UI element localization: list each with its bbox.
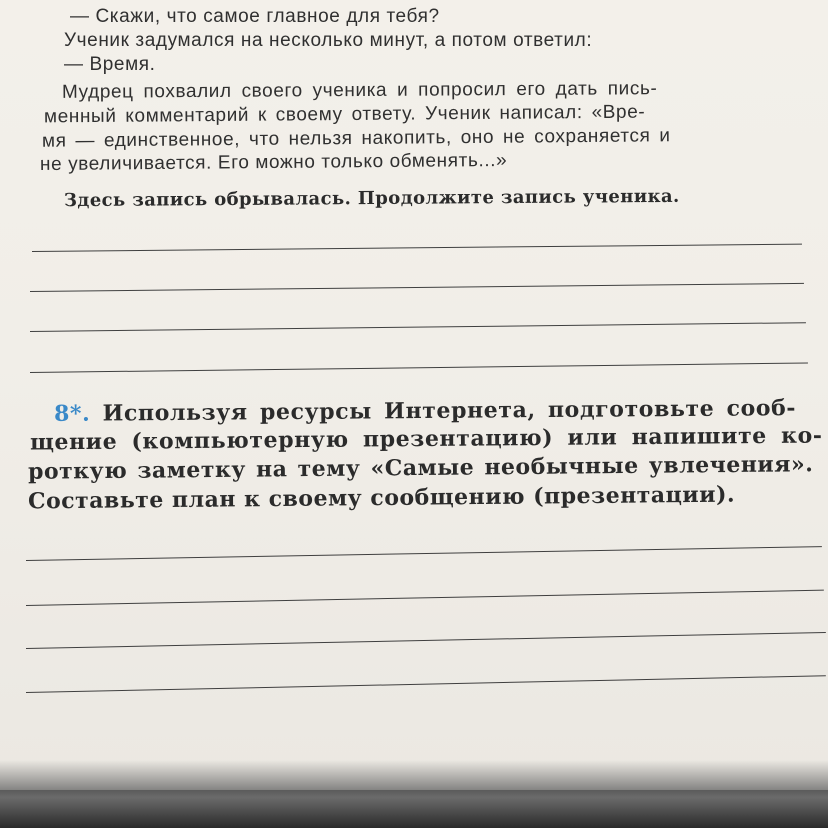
- dialog-line: — Скажи, что самое главное для тебя?: [70, 6, 440, 27]
- task-8-line: роткую заметку на тему «Самые необычные увлечения».: [27, 451, 814, 485]
- answer-line[interactable]: [30, 322, 806, 332]
- answer-line[interactable]: [26, 590, 824, 607]
- paragraph-line: Мудрец похвалил своего ученика и попросил его дать пись-: [61, 78, 658, 103]
- instruction-text: Здесь запись обрывалась. Продолжите запись ученика.: [63, 185, 680, 212]
- answer-line[interactable]: [32, 244, 802, 253]
- task-number: 8*.: [53, 400, 91, 427]
- answer-line[interactable]: [26, 632, 826, 649]
- answer-line[interactable]: [30, 362, 808, 373]
- answer-line[interactable]: [30, 283, 804, 292]
- page-edge-shadow: [0, 760, 828, 828]
- dialog-line: — Время.: [64, 54, 156, 75]
- task-8-line: [54, 395, 796, 427]
- paragraph-line: менный комментарий к своему ответу. Ученик написал: «Вре-: [43, 101, 646, 128]
- answer-line[interactable]: [26, 546, 822, 561]
- task-8-line: Составьте план к своему сообщению (презентации).: [27, 481, 736, 515]
- paragraph-line: мя — единственное, что нельзя накопить, оно не сохраняется и: [41, 125, 671, 152]
- paragraph-line: не увеличивается. Его можно только обменять...»: [39, 149, 508, 176]
- answer-line[interactable]: [26, 675, 826, 693]
- dialog-line: Ученик задумался на несколько минут, а потом ответил:: [64, 30, 593, 51]
- task-8-text: Используя ресурсы Интернета, подготовьте сооб-: [90, 395, 797, 427]
- task-8-line: щение (компьютерную презентацию) или напишите ко-: [29, 422, 823, 456]
